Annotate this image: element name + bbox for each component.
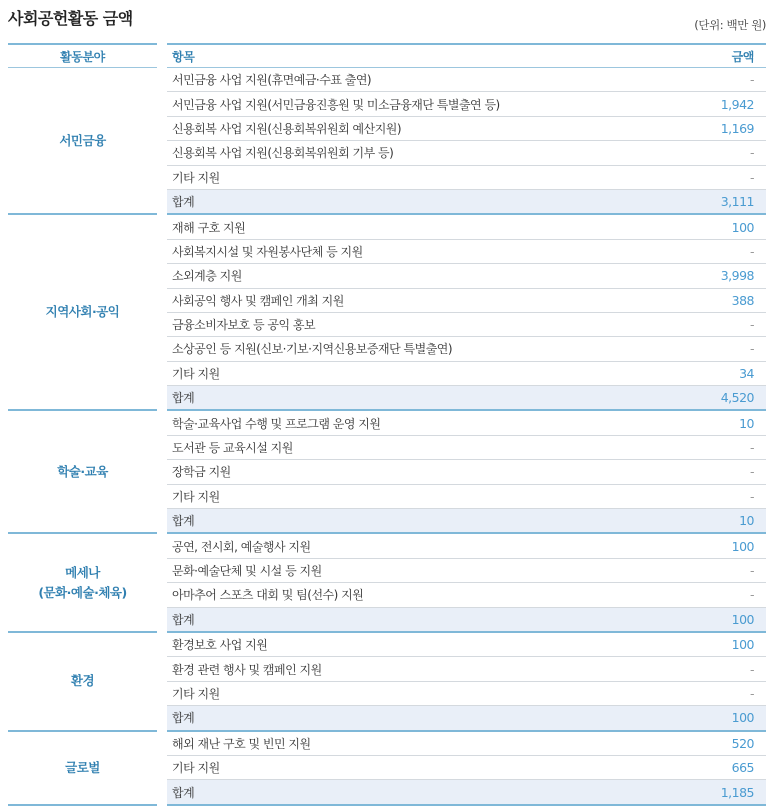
section-field: [8, 214, 157, 410]
total-label: 합계: [172, 195, 195, 210]
item-amount: -: [749, 685, 754, 701]
item-label: 공연, 전시회, 예술행사 지원: [172, 539, 311, 554]
item-cell: [167, 288, 766, 312]
section-field: [8, 68, 157, 215]
item-cell: [167, 607, 766, 632]
item-amount: 34: [739, 365, 754, 381]
item-cell: [167, 68, 766, 92]
item-cell: [167, 214, 766, 239]
item-cell: [167, 681, 766, 705]
item-label: 사회복지시설 및 자원봉사단체 등 지원: [172, 244, 363, 259]
item-label: 기타 지원: [172, 761, 220, 776]
total-label: 합계: [172, 391, 195, 406]
item-label: 기타 지원: [172, 366, 220, 381]
item-amount: 520: [731, 735, 754, 751]
item-label: 기타 지원: [172, 170, 220, 185]
item-cell: [167, 264, 766, 288]
item-cell: [167, 460, 766, 484]
column-gap: [157, 214, 167, 410]
item-amount: -: [749, 661, 754, 677]
page-title: 사회공헌활동 금액: [8, 9, 133, 28]
section-field-line: 환경: [70, 673, 95, 689]
item-amount: 665: [731, 760, 754, 776]
item-label: 신용회복 사업 지원(신용회복위원회 예산지원): [172, 121, 402, 136]
section-field-line: 글로벌: [65, 759, 100, 775]
item-label: 환경보호 사업 지원: [172, 638, 268, 653]
total-amount: 3,111: [720, 194, 754, 210]
section-field: [8, 410, 157, 533]
item-cell: [167, 361, 766, 385]
item-amount: -: [749, 440, 754, 456]
table-body: [8, 68, 766, 805]
column-gap: [157, 410, 167, 533]
item-amount: 100: [731, 219, 754, 235]
item-cell: [167, 410, 766, 435]
item-cell: [167, 657, 766, 681]
item-cell: [167, 780, 766, 805]
section-field-line: 서민금융: [59, 132, 106, 148]
unit-note: (단위: 백만 원): [694, 18, 766, 32]
total-amount: 1,185: [720, 784, 754, 800]
section-field-line: 지역사회·공익: [45, 304, 120, 320]
item-label: 소상공인 등 지원(신보·기보·지역신용보증재단 특별출연): [172, 342, 453, 357]
item-amount: -: [749, 488, 754, 504]
item-amount: -: [749, 243, 754, 259]
total-label: 합계: [172, 514, 195, 529]
item-amount: 1,942: [720, 96, 754, 112]
item-label: 도서관 등 교육시설 지원: [172, 441, 293, 456]
item-amount: 3,998: [720, 268, 754, 284]
table-row: [8, 731, 766, 756]
section-field-line: 메세나: [65, 564, 100, 580]
item-label: 기타 지원: [172, 686, 220, 701]
item-cell: [167, 337, 766, 361]
column-gap: [157, 68, 167, 215]
total-label: 합계: [172, 612, 195, 627]
item-label: 신용회복 사업 지원(신용회복위원회 기부 등): [172, 146, 394, 161]
header-item: 항목: [172, 49, 195, 64]
section-field-line: 학술·교육: [57, 463, 108, 479]
header-item-cell: [167, 44, 766, 68]
item-label: 금융소비자보호 등 공익 홍보: [172, 318, 316, 333]
item-label: 문화·예술단체 및 시설 등 지원: [172, 564, 322, 578]
item-cell: [167, 92, 766, 116]
item-label: 학술·교육사업 수행 및 프로그램 운영 지원: [172, 416, 381, 431]
item-amount: -: [749, 169, 754, 185]
total-amount: 4,520: [720, 390, 754, 406]
item-amount: 388: [731, 292, 754, 308]
item-label: 아마추어 스포츠 대회 및 팀(선수) 지원: [172, 588, 364, 603]
item-label: 장학금 지원: [172, 465, 231, 480]
section-field: [8, 731, 157, 805]
item-cell: [167, 239, 766, 263]
table-row: [8, 533, 766, 558]
table-row: [8, 410, 766, 435]
item-cell: [167, 484, 766, 508]
section-field-line: (문화·예술·체육): [38, 584, 127, 600]
total-amount: 100: [731, 710, 754, 726]
item-label: 재해 구호 지원: [172, 220, 246, 235]
section-field: [8, 533, 157, 632]
item-label: 사회공익 행사 및 캠페인 개최 지원: [172, 293, 344, 308]
item-cell: [167, 509, 766, 534]
item-label: 소외계층 지원: [172, 269, 242, 284]
table-row: [8, 214, 766, 239]
total-amount: 100: [731, 611, 754, 627]
item-amount: -: [749, 72, 754, 88]
total-label: 합계: [172, 785, 195, 800]
item-amount: 100: [731, 538, 754, 554]
item-cell: [167, 141, 766, 165]
item-cell: [167, 632, 766, 657]
item-amount: -: [749, 587, 754, 603]
column-gap: [157, 632, 167, 731]
item-amount: 10: [739, 415, 754, 431]
item-cell: [167, 435, 766, 459]
item-label: 해외 재난 구호 및 빈민 지원: [172, 736, 311, 751]
header-row: [8, 44, 766, 68]
item-amount: -: [749, 464, 754, 480]
item-cell: [167, 731, 766, 756]
item-label: 기타 지원: [172, 489, 220, 504]
contribution-table: [8, 43, 766, 806]
item-amount: -: [749, 317, 754, 333]
item-cell: [167, 189, 766, 214]
item-cell: [167, 706, 766, 731]
item-amount: 1,169: [720, 120, 754, 136]
item-cell: [167, 558, 766, 582]
table-row: [8, 632, 766, 657]
item-cell: [167, 116, 766, 140]
item-amount: 100: [731, 637, 754, 653]
total-label: 합계: [172, 711, 195, 726]
section-field: [8, 632, 157, 731]
item-label: 서민금융 사업 지원(휴면예금·수표 출연): [172, 73, 372, 88]
header-field: 활동분야: [8, 44, 157, 68]
column-gap: [157, 731, 167, 805]
item-amount: -: [749, 563, 754, 578]
item-amount: -: [749, 341, 754, 357]
item-amount: -: [749, 145, 754, 161]
item-cell: [167, 386, 766, 411]
item-cell: [167, 312, 766, 336]
item-cell: [167, 165, 766, 189]
header-amount: 금액: [731, 49, 754, 64]
item-cell: [167, 583, 766, 607]
column-gap: [157, 533, 167, 632]
item-label: 환경 관련 행사 및 캠페인 지원: [172, 662, 322, 677]
item-label: 서민금융 사업 지원(서민금융진흥원 및 미소금융재단 특별출연 등): [172, 97, 500, 112]
item-cell: [167, 755, 766, 779]
header-gap: [157, 44, 167, 68]
total-amount: 10: [739, 513, 754, 529]
table-row: [8, 68, 766, 92]
item-cell: [167, 533, 766, 558]
